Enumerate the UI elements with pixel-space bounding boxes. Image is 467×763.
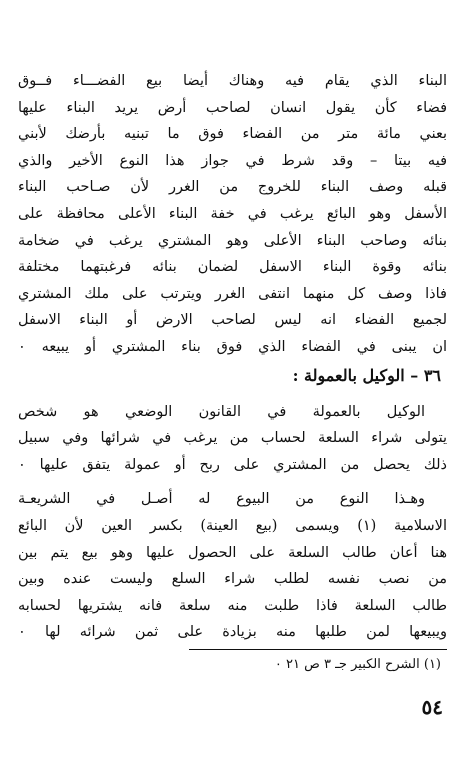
- text-line: وهـذا النوع من البيوع له أصـل في الشريعـة: [18, 491, 425, 508]
- text-line: بنائه وقوة البناء الاسفل لضمان بنائه فرغبتهما مختلفة: [18, 259, 447, 276]
- text-line: ويبيعها لمن طلبها منه بزيادة على ثمن شرائه لها ٠: [18, 624, 447, 641]
- text-line: بعني مائة متر من الفضاء فوق ما تبنيه بأرضك لأبني: [18, 126, 447, 143]
- text-line: طالب السلعة فاذا طلبت منه سلعة فانه يشتريها لحسابه: [18, 597, 447, 614]
- footnote: (١) الشرح الكبير جـ ٣ ص ٢١ ٠: [274, 657, 441, 672]
- text-line: من نصب نفسه لطلب شراء السلع وليست عنده وبين: [18, 571, 447, 588]
- page-number: ٥٤: [421, 695, 443, 719]
- text-line: البناء الذي يقام فيه وهناك أيضا بيع الفضـــاء فــوق: [18, 73, 447, 89]
- text-line: بنائه وصاحب البناء الأعلى وهو المشتري يرغب في ضخامة: [18, 232, 447, 249]
- spacer: [18, 478, 447, 486]
- text-line: يتولى شراء السلعة لحساب من يرغب في شرائها وفي سبيل: [18, 430, 447, 447]
- spacer: [18, 391, 447, 399]
- text-line: فيه بيتا – وقد شرط في جواز هذا النوع الأخير والذي: [18, 152, 447, 169]
- footnote-divider: [189, 649, 447, 650]
- text-line: هنا أعان طالب السلعة على الحصول عليها وهو بيع يتم بين: [18, 544, 447, 561]
- paragraph-inah-sale: [18, 486, 447, 646]
- text-line: لجميع الفضاء انه ليس لصاحب الارض أو البناء الاسفل: [18, 312, 447, 329]
- text-line: قبله وصف البناء للخروج من الغرر لأن صـاحب البناء: [18, 179, 447, 196]
- body-text: [18, 68, 447, 646]
- text-line: فاذا وصف كل منهما انتفى الغرر ويترتب على ملك المشتري: [18, 285, 447, 302]
- text-line: فضاء كأن يقول انسان لصاحب أرض يريد البناء عليها: [18, 99, 447, 116]
- text-line: الأسفل وهو البائع يرغب في خفة البناء الأعلى محافظة على: [18, 205, 447, 222]
- text-line: ان يبنى في الفضاء الذي فوق بناء المشتري أو يبيعه ٠: [18, 338, 447, 355]
- section-heading: ٣٦ – الوكيل بالعمولة :: [292, 365, 441, 385]
- text-line: ذلك يحصل من المشتري على ربح أو عمولة يتفق عليها ٠: [18, 456, 447, 473]
- text-line: الاسلامية (١) ويسمى (بيع العينة) بكسر العين لأن البائع: [18, 517, 447, 534]
- text-line: الوكيل بالعمولة في القانون الوضعي هو شخص: [18, 403, 425, 420]
- paragraph-air-rights-sale: [18, 68, 447, 361]
- paragraph-commission-agent: [18, 399, 447, 479]
